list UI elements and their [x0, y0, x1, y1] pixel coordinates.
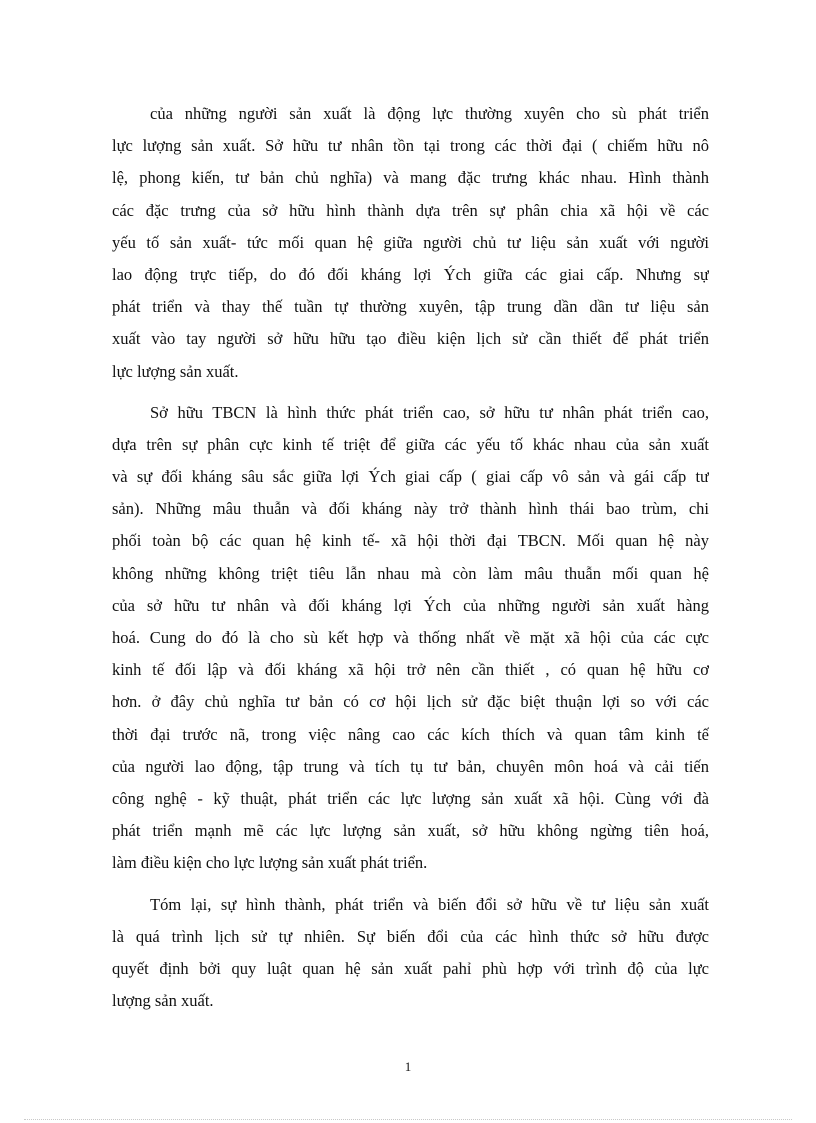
- text-line: các đặc trưng của sở hữu hình thành dựa trên sự phân chia xã hội về các: [112, 200, 709, 220]
- document-body: [112, 98, 709, 1017]
- text-line: lực lượng sản xuất.: [112, 361, 239, 381]
- text-line: phối toàn bộ các quan hệ kinh tế- xã hội thời đại TBCN. Mối quan hệ này: [112, 531, 709, 551]
- text-line: không những không triệt tiêu lẫn nhau mà còn làm mâu thuẫn mối quan hệ: [112, 563, 709, 583]
- text-line: Sở hữu TBCN là hình thức phát triển cao, sở hữu tư nhân phát triển cao,: [150, 402, 709, 422]
- text-line: dựa trên sự phân cực kinh tế triệt để giữa các yếu tố khác nhau của sản xuất: [112, 434, 709, 454]
- paragraph-3: [112, 889, 709, 1018]
- page-bottom-rule: [24, 1119, 792, 1120]
- text-line: lượng sản xuất.: [112, 991, 214, 1011]
- text-line: kinh tế đối lập và đối kháng xã hội trở nên cần thiết , có quan hệ hữu cơ: [112, 660, 709, 680]
- text-line: xuất vào tay người sở hữu hữu tạo điều kiện lịch sử cần thiết để phát triển: [112, 329, 709, 349]
- text-line: yếu tố sản xuất- tức mối quan hệ giữa người chủ tư liệu sản xuất với người: [112, 232, 709, 252]
- paragraph-1: [112, 98, 709, 388]
- paragraph-spacer: [112, 388, 709, 397]
- text-line: lệ, phong kiến, tư bản chủ nghĩa) và mang đặc trưng khác nhau. Hình thành: [112, 168, 709, 188]
- text-line: phát triển và thay thế tuần tự thường xuyên, tập trung dần dần tư liệu sản: [112, 297, 709, 317]
- text-line: của sở hữu tư nhân và đối kháng lợi Ých của những người sản xuất hàng: [112, 595, 709, 615]
- text-line: thời đại trước nã, trong việc nâng cao các kích thích và quan tâm kinh tế: [112, 724, 709, 744]
- text-line: của người lao động, tập trung và tích tụ tư bản, chuyên môn hoá và cải tiến: [112, 756, 709, 776]
- text-line: là quá trình lịch sử tự nhiên. Sự biến đổi của các hình thức sở hữu được: [112, 926, 709, 946]
- text-line: công nghệ - kỹ thuật, phát triển các lực lượng sản xuất xã hội. Cùng với đà: [112, 788, 709, 808]
- text-line: phát triển mạnh mẽ các lực lượng sản xuất, sở hữu không ngừng tiên hoá,: [112, 821, 709, 841]
- text-line: lực lượng sản xuất. Sở hữu tư nhân tồn tại trong các thời đại ( chiếm hữu nô: [112, 136, 709, 156]
- text-line: hoá. Cung do đó là cho sù kết hợp và thống nhất về mặt xã hội của các cực: [112, 628, 709, 647]
- text-line: và sự đối kháng sâu sắc giữa lợi Ých giai cấp ( giai cấp vô sản và gái cấp tư: [112, 467, 709, 487]
- text-line: Tóm lại, sự hình thành, phát triển và biến đổi sở hữu về tư liệu sản xuất: [150, 894, 709, 914]
- text-line: quyết định bởi quy luật quan hệ sản xuất pahỉ phù hợp với trình độ của lực: [112, 958, 709, 978]
- text-line: làm điều kiện cho lực lượng sản xuất phát triển.: [112, 853, 428, 873]
- page-number: 1: [404, 1059, 412, 1074]
- text-line: lao động trực tiếp, do đó đối kháng lợi Ých giữa các giai cấp. Nhưng sự: [112, 264, 709, 284]
- paragraph-spacer: [112, 880, 709, 889]
- text-line: của những người sản xuất là động lực thường xuyên cho sù phát triển: [150, 104, 709, 123]
- paragraph-2: [112, 397, 709, 880]
- text-line: hơn. ở đây chủ nghĩa tư bản có cơ hội lịch sử đặc biệt thuận lợi so với các: [112, 692, 709, 712]
- text-line: sản). Những mâu thuẫn và đối kháng này trở thành hình thái bao trùm, chi: [112, 499, 709, 519]
